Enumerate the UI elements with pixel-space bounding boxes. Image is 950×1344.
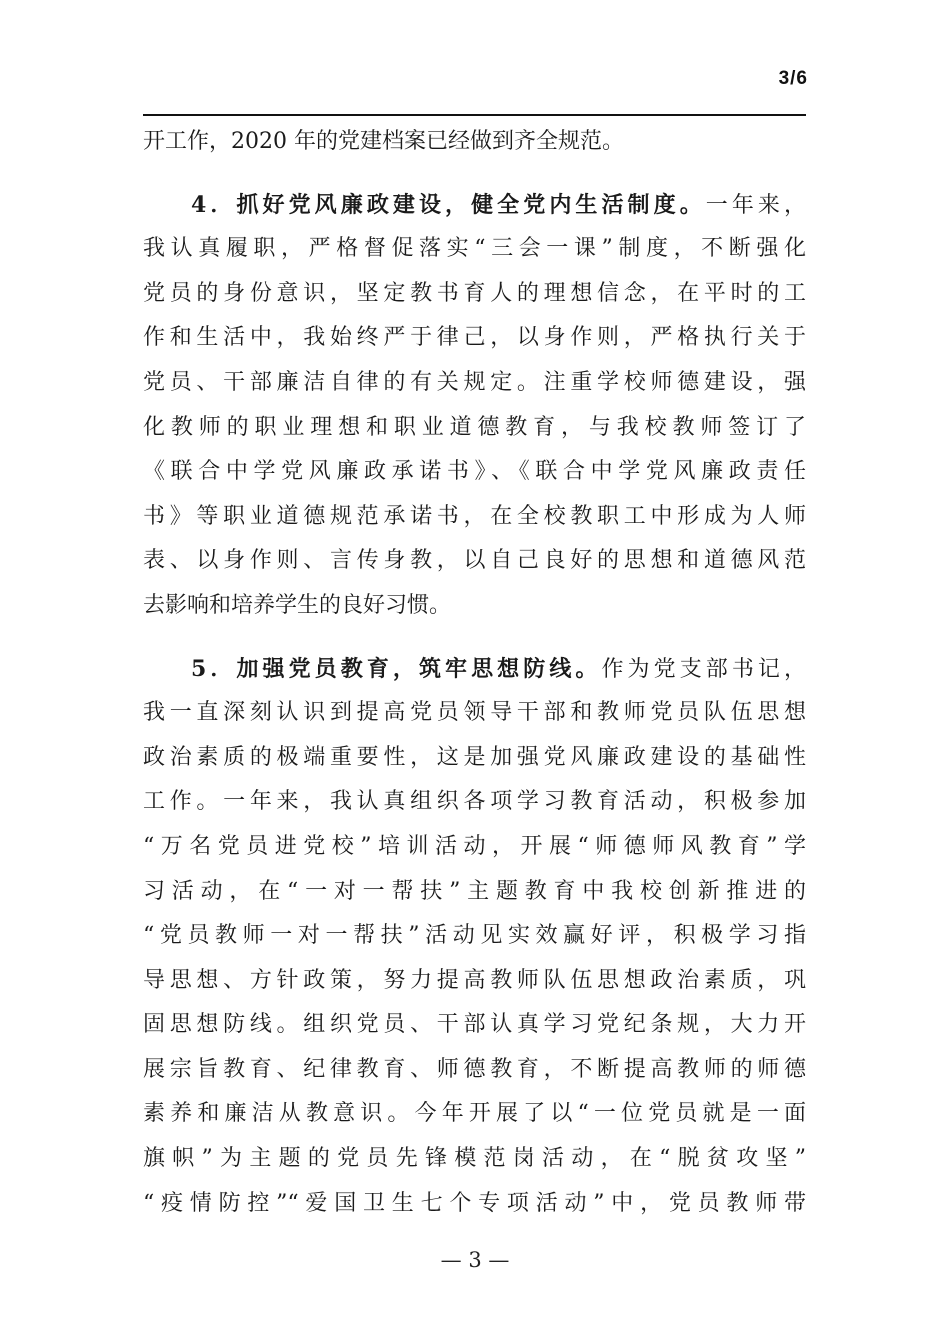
paragraph-party-integrity bbox=[143, 183, 806, 629]
text-line: 政治素质的极端重要性，这是加强党风廉政建设的基础性 bbox=[143, 744, 806, 770]
text-line: 导思想、方针政策，努力提高教师队伍思想政治素质，巩 bbox=[143, 967, 806, 993]
text-line bbox=[143, 647, 806, 692]
text-line bbox=[143, 183, 806, 228]
text-line: 化教师的职业理想和职业道德教育，与我校教师签订了 bbox=[143, 414, 806, 440]
paragraph-continuation bbox=[143, 120, 806, 165]
text-line: 展宗旨教育、纪律教育、师德教育，不断提高教师的师德 bbox=[143, 1056, 806, 1082]
text-line: 《联合中学党风廉政承诺书》、《联合中学党风廉政责任 bbox=[143, 459, 806, 485]
text-line: 习活动，在“一对一帮扶”主题教育中我校创新推进的 bbox=[143, 878, 806, 904]
text-line: 书》等职业道德规范承诺书，在全校教职工中形成为人师 bbox=[143, 503, 806, 529]
text-line: 固思想防线。组织党员、干部认真学习党纪条规，大力开 bbox=[143, 1012, 806, 1038]
text-line: 旗帜”为主题的党员先锋模范岗活动，在“脱贫攻坚” bbox=[143, 1146, 806, 1172]
text-line: 工作。一年来，我认真组织各项学习教育活动，积极参加 bbox=[143, 789, 806, 815]
section-heading: 5．加强党员教育，筑牢思想防线。 bbox=[191, 655, 602, 682]
page-indicator: 3/6 bbox=[778, 68, 808, 89]
text-line: “党员教师一对一帮扶”活动见实效赢好评，积极学习指 bbox=[143, 923, 806, 949]
text-segment: 作为党支部书记， bbox=[601, 656, 806, 682]
paragraph-party-education bbox=[143, 647, 806, 1227]
document-body bbox=[143, 120, 806, 1226]
header-rule bbox=[143, 114, 806, 116]
text-segment: 一年来， bbox=[705, 192, 806, 218]
section-heading: 4．抓好党风廉政建设，健全党内生活制度。 bbox=[191, 191, 706, 218]
text-line: 去影响和培养学生的良好习惯。 bbox=[143, 592, 452, 618]
text-line: 作和生活中，我始终严于律己，以身作则，严格执行关于 bbox=[143, 325, 806, 351]
text-line: 党员、干部廉洁自律的有关规定。注重学校师德建设，强 bbox=[143, 369, 806, 395]
text-line: 党员的身份意识，坚定教书育人的理想信念，在平时的工 bbox=[143, 280, 806, 306]
page-number: — 3 — bbox=[440, 1248, 510, 1272]
text-line: 我认真履职，严格督促落实“三会一课”制度，不断强化 bbox=[143, 236, 806, 262]
text-line: “万名党员进党校”培训活动，开展“师德师风教育”学 bbox=[143, 833, 806, 859]
text-line: 素养和廉洁从教意识。今年开展了以“一位党员就是一面 bbox=[143, 1101, 806, 1127]
text-line: 我一直深刻认识到提高党员领导干部和教师党员队伍思想 bbox=[143, 700, 806, 726]
text-line: 开工作，2020 年的党建档案已经做到齐全规范。 bbox=[143, 129, 624, 154]
text-line: “疫情防控”“爱国卫生七个专项活动”中，党员教师带 bbox=[143, 1190, 806, 1216]
text-line: 表、以身作则、言传身教，以自己良好的思想和道德风范 bbox=[143, 548, 806, 574]
